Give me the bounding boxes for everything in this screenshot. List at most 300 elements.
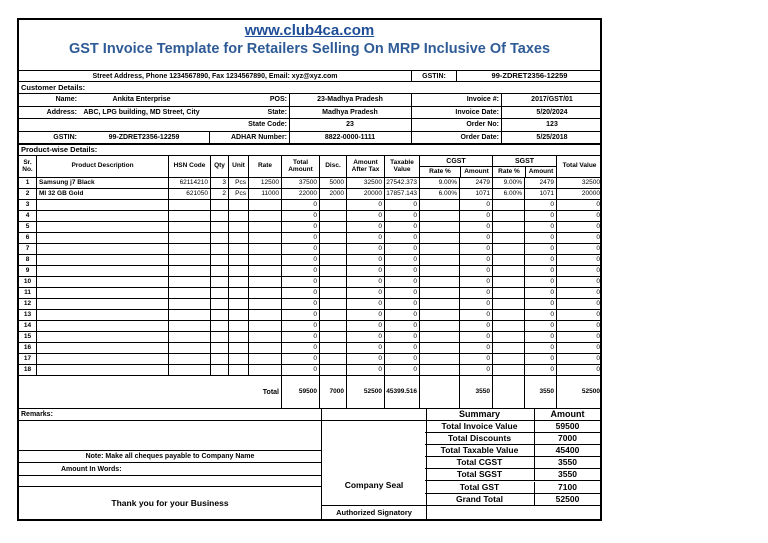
cell-sr: 6 [25, 233, 30, 241]
table-row [19, 321, 600, 332]
cell-cgst-amt: 0 [459, 310, 492, 320]
summary-label: Grand Total [455, 494, 504, 505]
cell-hsn [168, 222, 210, 232]
cell-hsn [168, 332, 210, 342]
table-row [19, 277, 600, 288]
cell-total: 0 [281, 211, 319, 221]
cell-total: 0 [281, 200, 319, 210]
site-url[interactable]: www.club4ca.com [244, 21, 375, 39]
table-row [19, 255, 600, 266]
cell-sgst-rate [492, 365, 524, 375]
cell-disc [319, 255, 346, 265]
cell-after: 20000 [346, 189, 384, 199]
table-row [19, 343, 600, 354]
cell-rate: 12500 [248, 178, 281, 188]
cell-hsn [168, 354, 210, 364]
cell-after: 0 [346, 233, 384, 243]
cell-unit [228, 321, 248, 331]
totals-row [19, 376, 600, 409]
cell-cgst-amt: 0 [459, 343, 492, 353]
cell-sgst-amt: 0 [524, 200, 556, 210]
cell-sr: 7 [25, 244, 30, 252]
col-header-sgst-amount: Amount [525, 167, 556, 177]
summary-value: 52500 [534, 494, 600, 505]
cell-unit: Pcs [228, 189, 248, 199]
cell-sr: 13 [23, 310, 32, 318]
cell-disc [319, 321, 346, 331]
cell-desc [36, 343, 168, 353]
cell-rate [248, 200, 281, 210]
table-row [19, 200, 600, 211]
total-disc: 7000 [319, 376, 346, 408]
cell-after: 0 [346, 244, 384, 254]
cell-qty [210, 310, 228, 320]
cell-sgst-amt: 0 [524, 266, 556, 276]
cell-rate [248, 211, 281, 221]
cell-rate: 11000 [248, 189, 281, 199]
state-value: Madhya Pradesh [289, 107, 410, 119]
cell-desc [36, 321, 168, 331]
cell-sgst-rate [492, 255, 524, 265]
cell-after: 0 [346, 354, 384, 364]
cell-sgst-amt: 0 [524, 233, 556, 243]
cell-desc [36, 244, 168, 254]
cell-sr: 2 [25, 189, 30, 197]
summary-label: Total CGST [456, 457, 503, 468]
cell-cgst-amt: 0 [459, 299, 492, 309]
cell-rate [248, 288, 281, 298]
cell-sr: 8 [25, 255, 30, 263]
cell-unit [228, 343, 248, 353]
cell-total: 0 [281, 332, 319, 342]
table-row [19, 310, 600, 321]
cell-after: 0 [346, 211, 384, 221]
cell-total: 0 [281, 321, 319, 331]
cell-cgst-amt: 0 [459, 288, 492, 298]
customer-info-row [19, 132, 600, 145]
cell-cgst-amt: 0 [459, 332, 492, 342]
cell-cgst-amt: 2479 [459, 178, 492, 188]
cell-disc: 5000 [319, 178, 346, 188]
customer-blank-cell [19, 119, 204, 131]
cell-sgst-rate [492, 310, 524, 320]
invoice-title: GST Invoice Template for Retailers Selling On MRP Inclusive Of Taxes [68, 41, 551, 57]
remarks-area[interactable] [19, 421, 321, 451]
cell-taxable: 0 [384, 310, 419, 320]
cell-total: 0 [281, 222, 319, 232]
company-seal-label: Company Seal [344, 479, 404, 490]
product-table-header [19, 156, 600, 178]
summary-amount-heading: Amount [534, 409, 600, 420]
cell-unit [228, 299, 248, 309]
pos-label: POS: [269, 96, 287, 104]
cell-unit [228, 255, 248, 265]
cell-value: 0 [556, 200, 602, 210]
col-header-total-value: Total Value [556, 156, 602, 177]
amount-in-words-value[interactable] [19, 475, 321, 487]
table-row [19, 288, 600, 299]
state-code-label: State Code: [248, 121, 287, 129]
adhar-value: 8822-0000-1111 [289, 132, 410, 144]
cell-after: 0 [346, 299, 384, 309]
cell-disc [319, 211, 346, 221]
cell-sr: 9 [25, 266, 30, 274]
customer-name-value: Ankita Enterprise [112, 96, 171, 104]
cell-qty [210, 343, 228, 353]
cell-qty [210, 332, 228, 342]
table-row [19, 211, 600, 222]
cell-unit [228, 233, 248, 243]
cell-taxable: 0 [384, 321, 419, 331]
total-value: 52500 [556, 376, 602, 408]
invoice-sheet [17, 18, 602, 521]
cell-rate [248, 321, 281, 331]
cell-value: 0 [556, 211, 602, 221]
cell-after: 0 [346, 365, 384, 375]
cell-hsn [168, 321, 210, 331]
col-header-cgst: CGST [420, 156, 492, 167]
total-cgst-amt: 3550 [459, 376, 492, 408]
cell-after: 0 [346, 343, 384, 353]
cell-sgst-rate [492, 321, 524, 331]
cell-total: 0 [281, 288, 319, 298]
cell-sr: 1 [25, 178, 30, 186]
cell-after: 0 [346, 255, 384, 265]
cell-taxable: 0 [384, 244, 419, 254]
adhar-label: ADHAR Number: [209, 132, 289, 144]
cell-sgst-rate: 9.00% [492, 178, 524, 188]
seal-top-blank [322, 409, 426, 421]
customer-name-label: Name: [55, 96, 77, 104]
summary-value: 7000 [534, 433, 600, 444]
cell-taxable: 0 [384, 343, 419, 353]
cell-rate [248, 277, 281, 287]
cell-cgst-amt: 1071 [459, 189, 492, 199]
cell-hsn [168, 288, 210, 298]
invoice-number-value: 2017/GST/01 [501, 94, 602, 106]
customer-details-block [19, 94, 600, 144]
cell-total: 0 [281, 310, 319, 320]
thank-you-message: Thank you for your Business [111, 497, 229, 508]
cell-disc [319, 354, 346, 364]
cell-desc [36, 332, 168, 342]
invoice-date-label: Invoice Date: [411, 107, 501, 119]
col-header-description: Product Description [36, 156, 168, 177]
pos-value: 23-Madhya Pradesh [289, 94, 410, 106]
summary-value: 3550 [534, 469, 600, 480]
cell-sgst-amt: 0 [524, 288, 556, 298]
cell-after: 0 [346, 321, 384, 331]
cell-rate [248, 354, 281, 364]
cell-sr: 3 [25, 200, 30, 208]
cell-desc [36, 277, 168, 287]
summary-label: Total Invoice Value [441, 421, 518, 432]
cell-value: 0 [556, 244, 602, 254]
cell-disc [319, 200, 346, 210]
cell-sgst-rate [492, 266, 524, 276]
cell-disc [319, 233, 346, 243]
table-row [19, 266, 600, 277]
col-header-cgst-rate: Rate % [429, 167, 451, 175]
cell-qty [210, 299, 228, 309]
product-section-row [19, 144, 600, 156]
cell-desc [36, 222, 168, 232]
cell-disc [319, 244, 346, 254]
cell-value: 0 [556, 321, 602, 331]
cell-total: 0 [281, 244, 319, 254]
summary-header [425, 409, 600, 421]
cell-disc [319, 332, 346, 342]
totals-label: Total [262, 388, 279, 396]
product-table [19, 156, 600, 409]
cell-hsn [168, 255, 210, 265]
summary-row [425, 421, 600, 433]
cell-disc: 2000 [319, 189, 346, 199]
summary-table [425, 409, 600, 519]
cell-sr: 12 [23, 299, 32, 307]
cell-cgst-rate [419, 354, 459, 364]
cell-sgst-amt: 0 [524, 343, 556, 353]
cell-cgst-amt: 0 [459, 321, 492, 331]
cheque-note: Note: Make all cheques payable to Company Name [19, 451, 321, 463]
cell-hsn [168, 211, 210, 221]
summary-heading: Summary [458, 409, 501, 419]
cell-taxable: 0 [384, 365, 419, 375]
cell-hsn [168, 365, 210, 375]
cell-sgst-amt: 0 [524, 211, 556, 221]
cell-disc [319, 266, 346, 276]
cell-sgst-rate: 6.00% [492, 189, 524, 199]
cell-desc [36, 299, 168, 309]
cell-rate [248, 365, 281, 375]
cell-value: 0 [556, 277, 602, 287]
cell-unit [228, 288, 248, 298]
cell-rate [248, 244, 281, 254]
cell-sgst-amt: 0 [524, 332, 556, 342]
cell-cgst-amt: 0 [459, 365, 492, 375]
cell-qty: 3 [210, 178, 228, 188]
cell-cgst-amt: 0 [459, 222, 492, 232]
cell-sgst-amt: 1071 [524, 189, 556, 199]
cell-after: 0 [346, 332, 384, 342]
cell-sgst-amt: 0 [524, 244, 556, 254]
col-header-cgst-group [419, 156, 492, 177]
cell-rate [248, 343, 281, 353]
col-header-sgst-rate: Rate % [498, 167, 520, 175]
order-date-value: 5/25/2018 [501, 132, 602, 144]
cell-cgst-rate [419, 200, 459, 210]
summary-label: Total SGST [456, 469, 503, 480]
cell-desc [36, 255, 168, 265]
summary-label: Total Discounts [447, 433, 512, 444]
customer-address-label: Address: [46, 108, 77, 116]
company-gstin-value: 99-ZDRET2356-12259 [456, 71, 602, 81]
cell-rate [248, 299, 281, 309]
cell-qty: 2 [210, 189, 228, 199]
cell-sgst-amt: 2479 [524, 178, 556, 188]
cell-total: 0 [281, 299, 319, 309]
state-code-value: 23 [289, 119, 410, 131]
cell-value: 0 [556, 255, 602, 265]
cell-disc [319, 299, 346, 309]
total-total: 59500 [281, 376, 319, 408]
cell-qty [210, 277, 228, 287]
cell-rate [248, 310, 281, 320]
table-row [19, 244, 600, 255]
customer-section-row [19, 82, 600, 94]
cell-unit [228, 365, 248, 375]
cell-sgst-amt: 0 [524, 222, 556, 232]
company-address-row [19, 70, 600, 82]
table-row [19, 222, 600, 233]
cell-sgst-amt: 0 [524, 310, 556, 320]
summary-row [425, 445, 600, 457]
cell-cgst-amt: 0 [459, 277, 492, 287]
cell-hsn [168, 343, 210, 353]
cell-sgst-rate [492, 200, 524, 210]
cell-cgst-rate [419, 277, 459, 287]
cell-sgst-rate [492, 244, 524, 254]
cell-cgst-rate [419, 310, 459, 320]
summary-row [425, 457, 600, 469]
table-row [19, 354, 600, 365]
cell-total: 0 [281, 266, 319, 276]
cell-sgst-amt: 0 [524, 299, 556, 309]
order-number-label: Order No: [411, 119, 501, 131]
cell-qty [210, 222, 228, 232]
cell-rate [248, 255, 281, 265]
total-sgst-amt: 3550 [524, 376, 556, 408]
cell-desc [36, 354, 168, 364]
cell-desc [36, 211, 168, 221]
cell-sr: 5 [25, 222, 30, 230]
col-header-qty: Qty [210, 156, 228, 177]
cell-total: 0 [281, 277, 319, 287]
summary-label: Total GST [459, 482, 500, 493]
cell-sgst-rate [492, 288, 524, 298]
cell-rate [248, 222, 281, 232]
cell-hsn: 62114210 [168, 178, 210, 188]
cell-unit: Pcs [228, 178, 248, 188]
table-row [19, 365, 600, 376]
cell-rate [248, 332, 281, 342]
cell-cgst-amt: 0 [459, 244, 492, 254]
cell-value: 0 [556, 332, 602, 342]
cell-total: 22000 [281, 189, 319, 199]
cell-cgst-rate [419, 365, 459, 375]
cell-taxable: 0 [384, 222, 419, 232]
cell-cgst-amt: 0 [459, 211, 492, 221]
cell-total: 0 [281, 233, 319, 243]
cell-cgst-rate [419, 211, 459, 221]
cell-after: 0 [346, 200, 384, 210]
cell-sr: 14 [23, 321, 32, 329]
summary-label: Total Taxable Value [440, 445, 519, 456]
customer-details-heading: Customer Details: [21, 82, 86, 92]
cell-qty [210, 200, 228, 210]
cell-taxable: 0 [384, 277, 419, 287]
product-details-heading: Product-wise Details: [21, 145, 98, 155]
cell-disc [319, 277, 346, 287]
customer-info-row [19, 94, 600, 107]
company-gstin-label: GSTIN: [411, 71, 456, 81]
cell-taxable: 27542.373 [384, 178, 419, 188]
cell-hsn [168, 277, 210, 287]
state-label: State: [267, 108, 287, 116]
customer-gstin-value: 99-ZDRET2356-12259 [108, 133, 180, 141]
total-after: 52500 [346, 376, 384, 408]
cell-sgst-rate [492, 222, 524, 232]
cell-total: 37500 [281, 178, 319, 188]
cell-desc [36, 233, 168, 243]
cell-unit [228, 277, 248, 287]
cell-desc [36, 288, 168, 298]
cell-sgst-amt: 0 [524, 277, 556, 287]
cell-total: 0 [281, 354, 319, 364]
cell-value: 0 [556, 299, 602, 309]
cell-value: 0 [556, 266, 602, 276]
col-header-unit: Unit [228, 156, 248, 177]
cell-sr: 10 [23, 277, 32, 285]
col-header-after-tax: Amount After Tax [346, 156, 384, 177]
cell-hsn: 621050 [168, 189, 210, 199]
cell-unit [228, 332, 248, 342]
cell-cgst-rate [419, 288, 459, 298]
cell-after: 0 [346, 266, 384, 276]
cell-hsn [168, 310, 210, 320]
cell-desc [36, 310, 168, 320]
cell-sgst-amt: 0 [524, 321, 556, 331]
cell-after: 32500 [346, 178, 384, 188]
cell-cgst-amt: 0 [459, 354, 492, 364]
cell-unit [228, 266, 248, 276]
cell-sr: 16 [23, 343, 32, 351]
cell-desc: Samsung j7 Black [36, 178, 168, 188]
col-header-cgst-amount: Amount [460, 167, 492, 177]
cell-sgst-amt: 0 [524, 365, 556, 375]
cell-qty [210, 354, 228, 364]
cell-cgst-amt: 0 [459, 255, 492, 265]
cell-qty [210, 211, 228, 221]
cell-taxable: 0 [384, 211, 419, 221]
summary-row [425, 482, 600, 494]
total-taxable: 45399.516 [384, 376, 419, 408]
cell-value: 0 [556, 365, 602, 375]
cell-desc [36, 266, 168, 276]
invoice-date-value: 5/20/2024 [501, 107, 602, 119]
customer-gstin-label: GSTIN: [53, 133, 77, 141]
summary-row [425, 433, 600, 445]
cell-sr: 11 [24, 288, 31, 296]
invoice-footer [19, 409, 600, 519]
cell-desc: MI 32 GB Gold [36, 189, 168, 199]
cell-cgst-amt: 0 [459, 233, 492, 243]
footer-signature-block [321, 409, 427, 519]
customer-info-row [19, 107, 600, 120]
cell-sgst-rate [492, 277, 524, 287]
cell-value: 0 [556, 343, 602, 353]
cell-hsn [168, 233, 210, 243]
cell-cgst-amt: 0 [459, 200, 492, 210]
cell-unit [228, 244, 248, 254]
cell-cgst-rate [419, 321, 459, 331]
cell-after: 0 [346, 222, 384, 232]
customer-address-value: ABC, LPG building, MD Street, City [83, 108, 200, 116]
cell-sgst-amt: 0 [524, 255, 556, 265]
cell-disc [319, 310, 346, 320]
customer-info-row [19, 119, 600, 132]
cell-value: 0 [556, 354, 602, 364]
